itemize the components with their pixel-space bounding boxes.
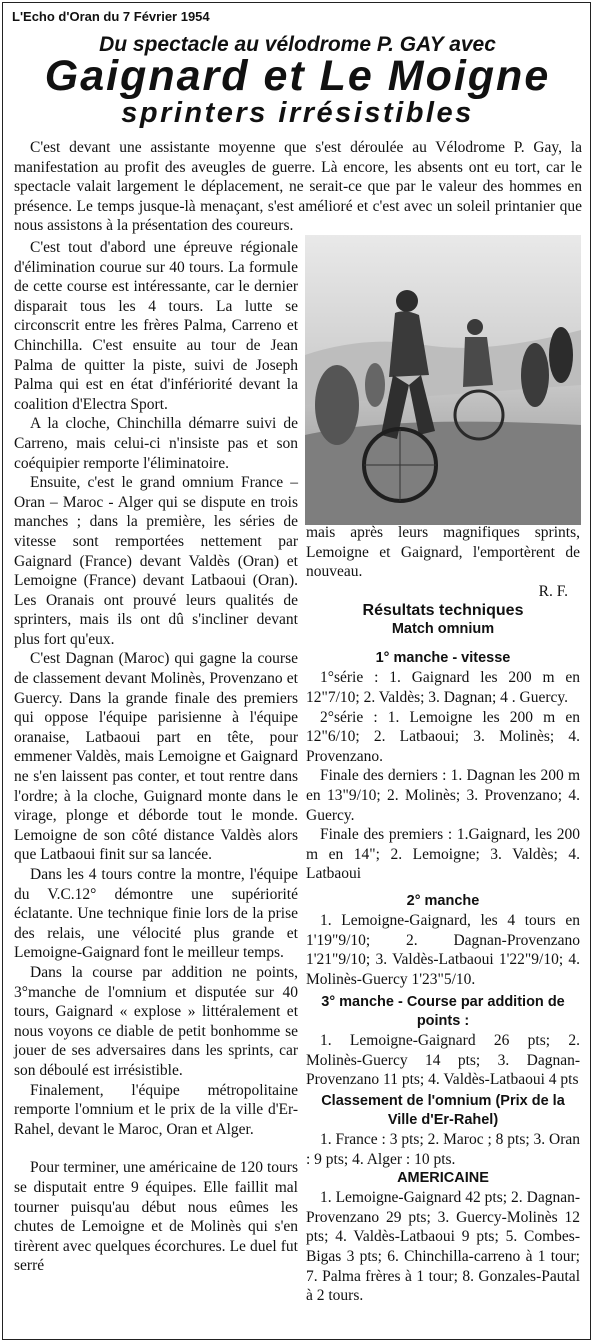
intro-paragraph — [14, 138, 582, 236]
cyclist-photo-image — [305, 235, 581, 525]
article-subheadline: sprinters irrésistibles — [121, 97, 474, 129]
intro-text: C'est devant une assistante moyenne que s'est déroulée au Vélodrome P. Gay, la manifestation au profit des aveugles de guerre. Là encore, les absents ont eu tort, car le spectacle valait largement le déplacement, ne serait-ce que par le valeur des hommes en présence. Le temps jusque-là menaçant, s'est amélioré et c'est avec un soleil printanier que nous assistons à la présentation des coureurs. — [14, 139, 582, 235]
result-entry: 1. Lemoigne-Gaignard, les 4 tours en 1'19"9/10; 2. Dagnan-Provenzano 1'21"9/10; 3. Valdès-Latbaoui 1'22"9/10; 4. Molinès-Guercy 1'23"5/10. — [306, 911, 580, 988]
result-entry: 1°série : 1. Gaignard les 200 m en 12"7/10; 2. Valdès; 3. Dagnan; 4 . Guercy. — [306, 669, 580, 706]
paragraph: C'est Dagnan (Maroc) qui gagne la course de classement devant Molinès, Provenzano et Guercy. Dans la grande finale des premiers qui oppose l'équipe parisienne à l'équipe oranaise, Latbaoui part en tête, pour emmener Valdès, mais Lemoigne et Gaignard ne s'en laissent pas conter, et tout rentre dans l'ordre; à la cloche, Guignard monte dans le virage, plonge et déborde tout le monde. Lemoigne de son côté distance Valdès alors que Latbaoui finit sur sa lancée. — [14, 650, 298, 864]
paragraph: Dans la course par addition ne points, 3°manche de l'omnium et disputée sur 40 tours, Gaignard « explose » littéralement et nous voyons ce diable de petit bonhomme se jouer de ses adversaires dans les sprints, car son déboulé est irrésistible. — [14, 963, 298, 1079]
result-entry: Finale des derniers : 1. Dagnan les 200 m en 13"9/10; 2. Molinès; 3. Provenzano; 4. Guercy. — [306, 767, 580, 824]
result-entry: 1. Lemoigne-Gaignard 26 pts; 2. Molinès-Guercy 14 pts; 3. Dagnan-Provenzano 11 pts; 4. Valdès-Latbaoui 4 pts — [306, 1032, 580, 1089]
race-photo — [305, 235, 581, 525]
manche1-heading: 1° manche - vitesse — [375, 650, 511, 667]
result-entry: 1. Lemoigne-Gaignard 42 pts; 2. Dagnan-Provenzano 29 pts; 3. Guercy-Molinès 12 pts; 4. Valdès-Latbaoui 9 pts; 5. Combes-Bigas 3 pts; 6. Chinchilla-carreno à 1 tour; 7. Palma frères à 1 tour; 8. Gonzales-Pautal à 2 tours. — [306, 1189, 580, 1305]
newspaper-source: L'Echo d'Oran du 7 Février 1954 — [12, 9, 210, 24]
results-title: Résultats techniques — [362, 602, 524, 620]
paragraph: Pour terminer, une américaine de 120 tours se disputait entre 9 équipes. Elle faillit mal tourner puisqu'au début nous eûmes les chutes de Lemoigne et de Molinès qui s'en tirèrent avec quelques écorchures. Le duel fut serré — [14, 1159, 298, 1275]
paragraph: Finalement, l'équipe métropolitaine remporte l'omnium et le prix de la ville d'Er-Rahel, devant le Maroc, Oran et Alger. — [14, 1081, 298, 1138]
result-entry: Finale des premiers : 1.Gaignard, les 200 m en 14"; 2. Lemoigne; 3. Valdès; 4. Latbaoui — [306, 826, 580, 883]
author-signature: R. F. — [538, 582, 568, 600]
result-entry: 1. France : 3 pts; 2. Maroc ; 8 pts; 3. Oran : 9 pts; 4. Alger : 10 pts. — [306, 1131, 581, 1168]
article-kicker: Du spectacle au vélodrome P. GAY avec — [99, 33, 496, 56]
article-headline: Gaignard et Le Moigne — [44, 52, 551, 100]
manche3-heading: 3° manche - Course par addition de points : — [321, 994, 565, 1030]
continuation-text: mais après leurs magnifiques sprints, Lemoigne et Gaignard, l'emportèrent de nouveau. — [306, 524, 580, 581]
results-match-title: Match omnium — [391, 621, 495, 638]
paragraph: Dans les 4 tours contre la montre, l'équipe du V.C.12° démontre une supériorité éclatante. Une technique finie lors de la prise des relais, une vélocité plus grande et Lemoigne-Gaignard font le meilleur temps. — [14, 866, 298, 962]
right-column — [306, 523, 580, 1306]
paragraph: Ensuite, c'est le grand omnium France – Oran – Maroc - Alger qui se dispute en trois manches ; dans la première, les séries de vitesse sont remportées nettement par Gaignard (France) devant Valdès (Oran) et Lemoigne (France) devant Latbaoui (Oran). Les Oranais ont prouvé leurs qualités de sprinters, mais ils ont dû s'incliner devant plus fort qu'eux. — [14, 474, 298, 648]
americaine-heading: AMERICAINE — [397, 1170, 489, 1187]
classement-heading: Classement de l'omnium (Prix de la Ville d'Er-Rahel) — [321, 1093, 565, 1129]
paragraph: A la cloche, Chinchilla démarre suivi de Carreno, mais celui-ci n'insiste pas et son coéquipier remporte l'éliminatoire. — [14, 415, 298, 472]
paragraph: C'est tout d'abord une épreuve régionale d'élimination courue sur 40 tours. La formule de cette course est intéressante, car le dernier disparait tous les 4 tours. La lutte se circonscrit entre les frères Palma, Carreno et Chinchilla. C'est ensuite au tour de Jean Palma de quitter la piste, suivi de Joseph Palma qui est en état d'infériorité devant la coalition d'Electra Sport. — [14, 239, 298, 413]
left-column — [14, 238, 298, 1276]
result-entry: 2°série : 1. Lemoigne les 200 m en 12"6/10; 2. Latbaoui; 3. Molinès; 4. Provenzano. — [306, 708, 580, 765]
manche2-heading: 2° manche — [406, 892, 480, 909]
